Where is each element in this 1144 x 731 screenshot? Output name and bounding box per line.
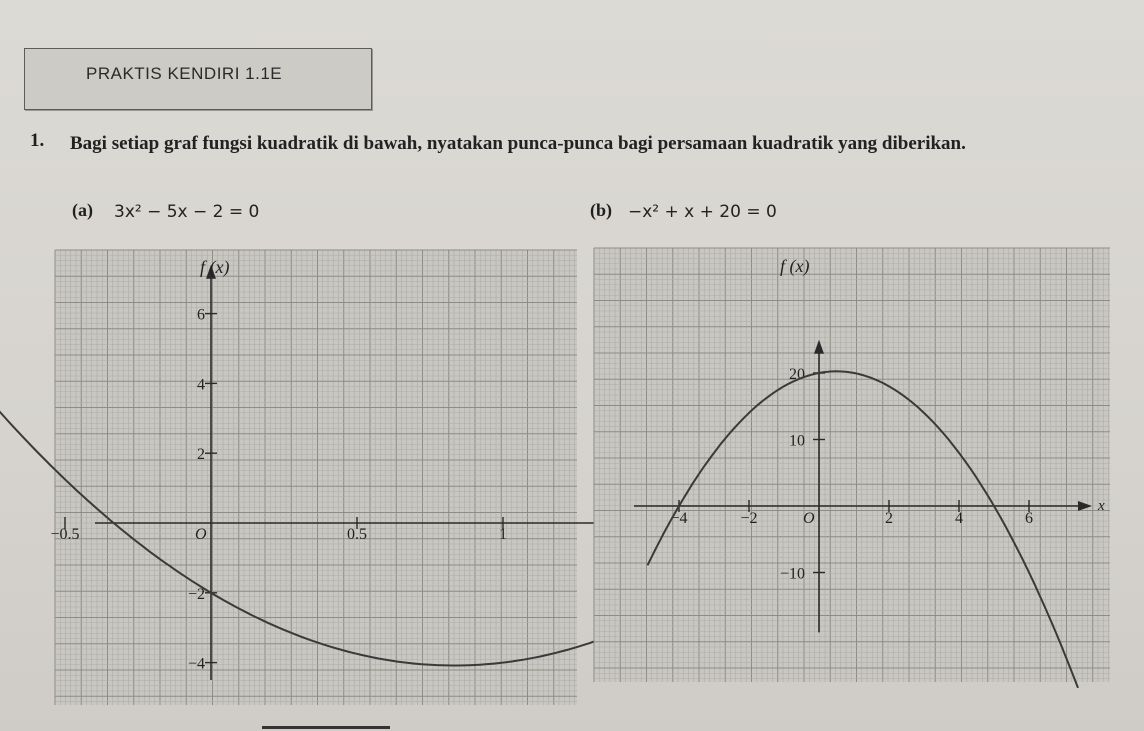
y-tick-label: 4	[197, 376, 205, 394]
origin-label: O	[803, 510, 815, 527]
part-a-equation: 3x² − 5x − 2 = 0	[114, 202, 260, 222]
chart-b	[594, 248, 1110, 688]
y-axis-label: f (x)	[780, 256, 810, 276]
question-number: 1.	[30, 130, 45, 151]
y-tick-label: 2	[197, 446, 205, 464]
y-tick-label: −2	[187, 585, 205, 603]
y-axis-label: f (x)	[200, 257, 230, 277]
x-tick-label: 2	[885, 510, 893, 527]
y-tick-label: 6	[197, 306, 205, 324]
y-tick-label: 10	[789, 432, 805, 450]
x-axis-label: x	[1098, 498, 1105, 514]
x-tick-label: −4	[670, 510, 688, 527]
graph-paper	[594, 248, 1110, 682]
part-b-equation: −x² + x + 20 = 0	[628, 202, 777, 222]
header-title: PRAKTIS KENDIRI 1.1E	[86, 64, 283, 83]
bottom-rule	[262, 726, 390, 729]
part-b-label: (b)	[590, 200, 612, 220]
x-tick-label: −0.5	[50, 526, 80, 543]
x-tick-label: −2	[740, 510, 758, 527]
question-text: Bagi setiap graf fungsi kuadratik di bawah, nyatakan punca-punca bagi persamaan kuadratik yang diberikan.	[70, 133, 966, 154]
y-tick-label: −4	[187, 655, 205, 673]
x-tick-label: 1	[499, 526, 507, 543]
origin-label: O	[195, 526, 207, 543]
x-tick-label: 0.5	[347, 526, 367, 543]
y-tick-label: 20	[789, 366, 805, 383]
part-a-label: (a)	[72, 200, 93, 220]
x-tick-label: 4	[955, 510, 963, 527]
x-tick-label: 6	[1025, 510, 1033, 527]
y-tick-label: −10	[779, 565, 805, 583]
